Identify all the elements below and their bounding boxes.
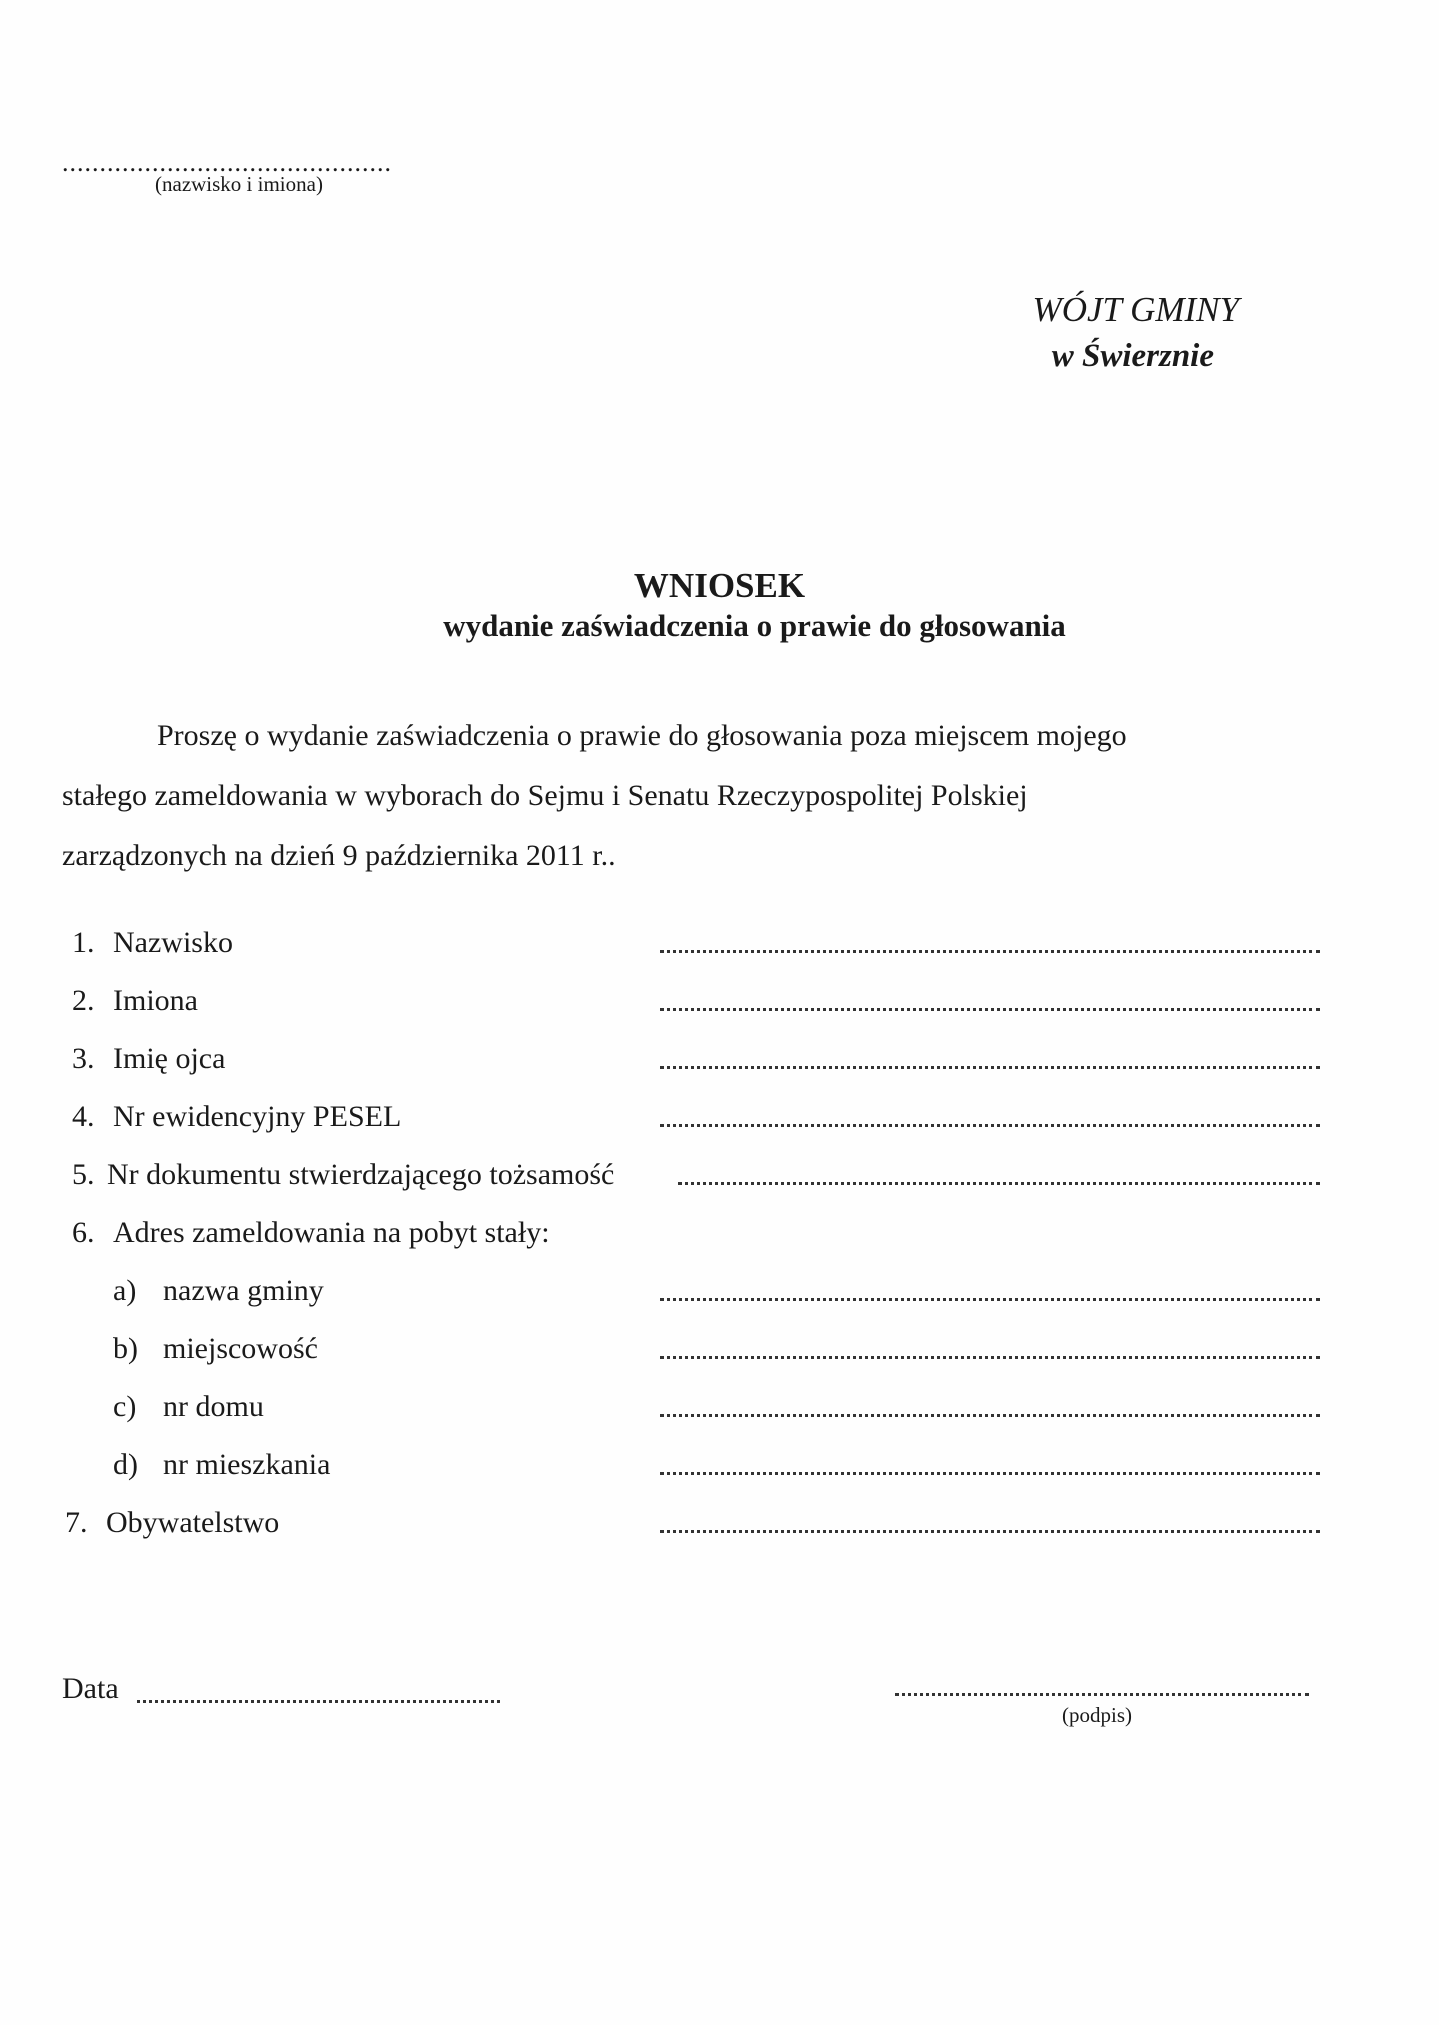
name-caption: (nazwisko i imiona) — [155, 172, 323, 196]
fill-line[interactable] — [660, 1516, 1320, 1533]
fill-line[interactable] — [660, 1110, 1320, 1127]
name-placeholder-dots: ............................................ — [62, 148, 392, 177]
addressee-location: w Świerznie — [1051, 338, 1214, 374]
fill-line[interactable] — [660, 1284, 1320, 1301]
fill-line[interactable] — [660, 994, 1320, 1011]
document-subtitle: wydanie zaświadczenia o prawie do głosowania — [443, 608, 1066, 643]
fill-line[interactable] — [660, 1458, 1320, 1475]
fill-line[interactable] — [660, 1342, 1320, 1359]
document-page: ............................................ (nazwisko i imiona) WÓJT GMINY w Świerznie WNIOSEK wydanie zaświadczenia o prawie do głosowania Proszę o wydanie zaświadczenia o prawie do głosowania poza miejscem mojego stałego zameldowania w wyborach do Sejmu i Senatu Rzeczypospolitej Polskiej zarządzonych na dzień 9 października 2011 r.. 1. Nazwisko 2. Imiona 3. Imię ojca 4. Nr ewidencyjny PESEL 5. Nr dokumentu stwierdzającego tożsamość 6. Adres zameldowania na pobyt stały: a) nazwa gminy b) miejscowość c) nr domu d) nr mieszkania 7. Obywatelstwo Data (podpis) — [0, 0, 1439, 2025]
request-paragraph — [62, 706, 1242, 886]
paragraph-line: zarządzonych na dzień 9 października 2011 r.. — [62, 839, 616, 872]
paragraph-line: stałego zameldowania w wyborach do Sejmu i Senatu Rzeczypospolitej Polskiej — [62, 779, 1028, 812]
fill-line[interactable] — [660, 1052, 1320, 1069]
date-fill-line[interactable] — [137, 1686, 500, 1703]
paragraph-line: Proszę o wydanie zaświadczenia o prawie do głosowania poza miejscem mojego — [157, 719, 1127, 752]
document-title: WNIOSEK — [633, 566, 806, 605]
addressee-title: WÓJT GMINY — [1032, 290, 1239, 329]
fill-line[interactable] — [660, 936, 1320, 953]
fill-line[interactable] — [660, 1400, 1320, 1417]
fill-line[interactable] — [678, 1168, 1320, 1185]
signature-caption: (podpis) — [1062, 1703, 1132, 1727]
date-label: Data — [62, 1672, 119, 1705]
signature-fill-line[interactable] — [895, 1679, 1309, 1696]
